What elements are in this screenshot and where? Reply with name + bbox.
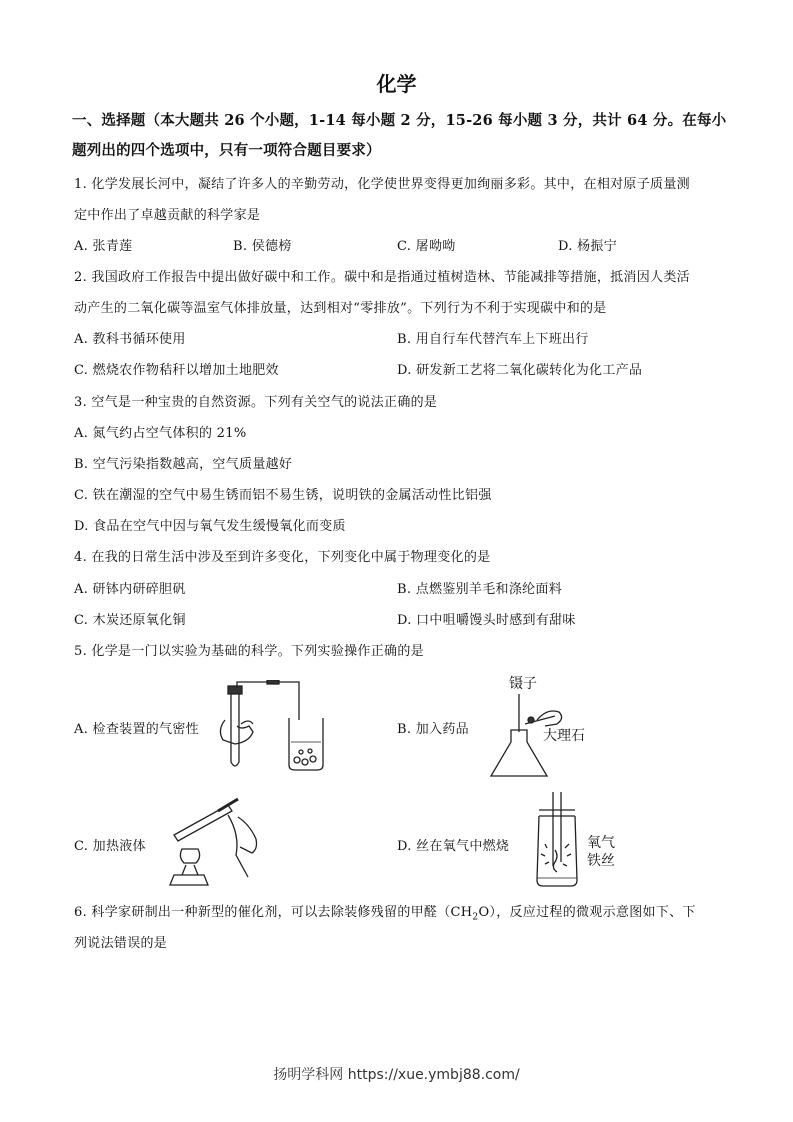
q2-option-b: B. 用自行车代替汽车上下班出行 [397,332,589,347]
q1-option-c: C. 屠呦呦 [397,239,456,254]
q2-stem-line2: 动产生的二氧化碳等温室气体排放量，达到相对“零排放”。下列行为不利于实现碳中和的是 [74,301,607,316]
iron-wire-label: 铁丝 [587,853,615,869]
q6-stem-line1: 6. 科学家研制出一种新型的催化剂，可以去除装修残留的甲醛$(CH_2O)$，反应过程的微观示意图如下、下 [74,905,696,923]
q3-option-b: B. 空气污染指数越高，空气质量越好 [74,457,293,472]
q2-option-c: C. 燃烧农作物秸秆以增加土地肥效 [74,363,279,378]
q3-stem: 3. 空气是一种宝贵的自然资源。下列有关空气的说法正确的是 [74,395,438,410]
q3-option-c: C. 铁在潮湿的空气中易生锈而铝不易生锈，说明铁的金属活动性比铝强 [74,488,492,503]
q2-option-d: D. 研发新工艺将二氧化碳转化为化工产品 [397,363,643,378]
section-heading-line2: 题列出的四个选项中，只有一项符合题目要求） [72,142,381,159]
tweezers-label: 镊子 [509,676,537,692]
q5-option-a: A. 检查装置的气密性 [74,722,199,737]
q1-option-d: D. 杨振宁 [558,239,618,254]
q2-option-a: A. 教科书循环使用 [74,332,186,347]
q3-option-a: A. 氮气约占空气体积的 21% [74,426,247,441]
q5-option-b: B. 加入药品 [397,722,469,737]
q4-option-d: D. 口中咀嚼馒头时感到有甜味 [397,613,576,628]
q4-option-c: C. 木炭还原氧化铜 [74,613,186,628]
oxygen-label: 氧气 [587,835,615,851]
iron-burning-figure [525,790,640,890]
q5-stem: 5. 化学是一门以实验为基础的科学。下列实验操作正确的是 [74,644,424,659]
q1-stem-line2: 定中作出了卓越贡献的科学家是 [74,208,261,223]
q5-option-d: D. 丝在氧气中燃烧 [397,839,510,854]
page-title: 化学 [376,72,417,96]
adding-reagent-figure [485,672,595,784]
q4-option-b: B. 点燃鉴别羊毛和涤纶面料 [397,582,563,597]
q4-stem: 4. 在我的日常生活中涉及至到许多变化，下列变化中属于物理变化的是 [74,550,491,565]
heating-liquid-figure [168,795,278,890]
q6-stem-line2: 列说法错误的是 [74,936,168,951]
page-footer: 扬明学科网 https://xue.ymbj88.com/ [273,1067,520,1083]
q4-option-a: A. 研钵内研碎胆矾 [74,582,186,597]
q6-subscript: 2 [472,912,479,923]
marble-label: 大理石 [543,728,585,744]
q3-option-d: D. 食品在空气中因与氧气发生缓慢氧化而变质 [74,519,346,534]
q1-option-a: A. 张青莲 [74,239,133,254]
q2-stem-line1: 2. 我国政府工作报告中提出做好碳中和工作。碳中和是指通过植树造林、节能减排等措施，抵消因人类活 [74,270,690,285]
q1-stem-line1: 1. 化学发展长河中，凝结了许多人的辛勤劳动，化学使世界变得更加绚丽多彩。其中，在相对原子质量测 [74,177,690,192]
q1-option-b: B. 侯德榜 [233,239,292,254]
airtightness-check-figure [205,680,330,775]
section-heading-line1: 一、选择题（本大题共 26 个小题，1-14 每小题 2 分，15-26 每小题 3 分，共计 64 分。在每小 [72,112,727,129]
q5-option-c: C. 加热液体 [74,839,146,854]
